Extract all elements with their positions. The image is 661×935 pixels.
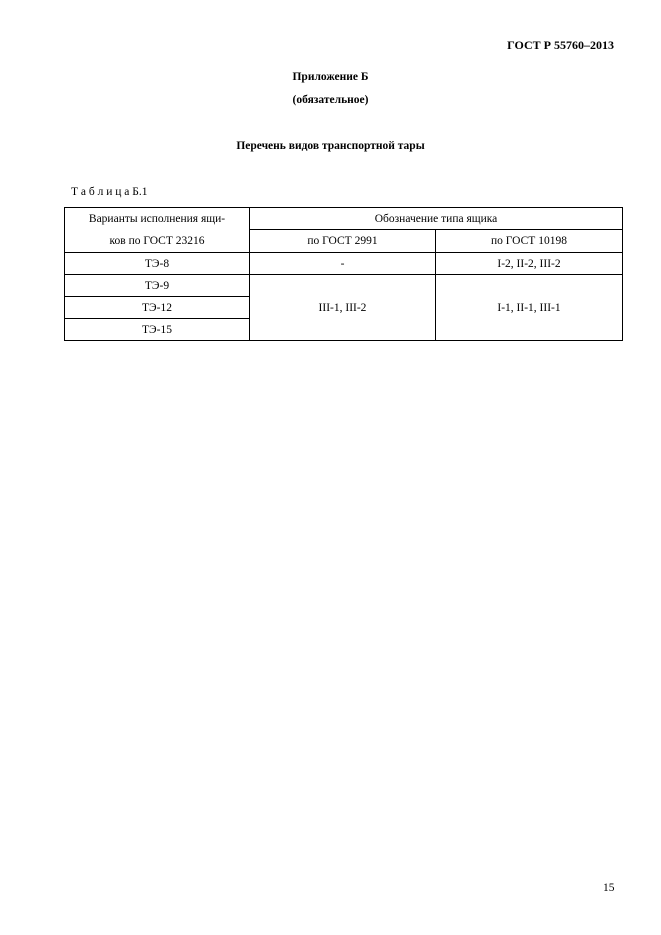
variant-header-line2: ков по ГОСТ 23216 [109,235,205,247]
transport-container-table [64,207,623,341]
table-row [65,275,623,297]
page-number: 15 [603,882,615,894]
gost10198-merged-cell: I-1, II-1, III-1 [436,275,623,341]
variant-cell: ТЭ-15 [65,319,250,341]
gost10198-cell: I-2, II-2, III-2 [436,253,623,275]
gost2991-cell: - [250,253,436,275]
document-code: ГОСТ Р 55760–2013 [507,38,614,52]
variant-header-line1: Варианты исполнения ящи- [88,213,226,225]
section-title: Перечень видов транспортной тары [236,140,425,152]
table-header-row [65,208,623,230]
table-row [65,253,623,275]
appendix-status: (обязательное) [292,94,369,106]
appendix-title: Приложение Б [292,71,369,83]
gost2991-column-header: по ГОСТ 2991 [250,230,436,253]
variant-column-header [65,208,250,253]
variant-cell: ТЭ-12 [65,297,250,319]
box-type-group-header: Обозначение типа ящика [250,208,623,230]
variant-cell: ТЭ-9 [65,275,250,297]
table-caption: Т а б л и ц а Б.1 [71,186,148,198]
gost10198-column-header: по ГОСТ 10198 [436,230,623,253]
gost2991-merged-cell: III-1, III-2 [250,275,436,341]
variant-cell: ТЭ-8 [65,253,250,275]
